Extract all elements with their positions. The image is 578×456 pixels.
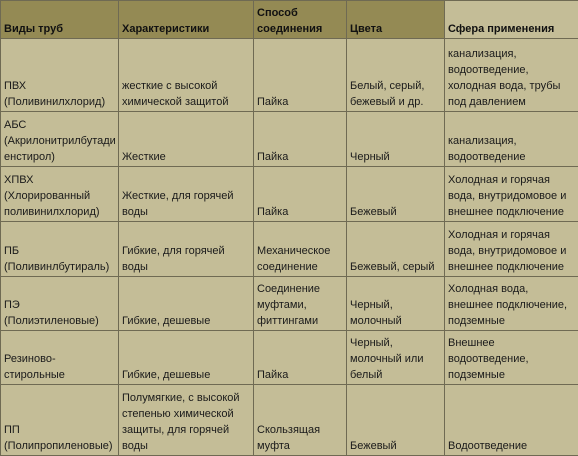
cell-application: Холодная и горячая вода, внутридомовое и внешнее подключение xyxy=(445,167,578,222)
cell-connection-method: Пайка xyxy=(254,39,347,112)
cell-characteristics: Гибкие, дешевые xyxy=(119,331,254,385)
cell-application: Водоотведение xyxy=(445,385,578,456)
cell-characteristics: жесткие с высокой химической защитой xyxy=(119,39,254,112)
cell-application: канализация, водоотведение xyxy=(445,112,578,167)
table-row xyxy=(1,331,578,385)
cell-pipe-type: ПВХ (Поливинилхлорид) xyxy=(1,39,119,112)
header-connection-method: Способ соединения xyxy=(254,1,347,39)
cell-connection-method: Скользящая муфта xyxy=(254,385,347,456)
cell-characteristics: Гибкие, для горячей воды xyxy=(119,222,254,277)
header-row xyxy=(1,1,578,39)
table-row xyxy=(1,222,578,277)
cell-connection-method: Пайка xyxy=(254,167,347,222)
header-colors: Цвета xyxy=(347,1,445,39)
table-row xyxy=(1,385,578,456)
cell-application: Внешнее водоотведение, подземные xyxy=(445,331,578,385)
cell-colors: Белый, серый, бежевый и др. xyxy=(347,39,445,112)
cell-colors: Бежевый xyxy=(347,167,445,222)
cell-colors: Бежевый xyxy=(347,385,445,456)
cell-connection-method: Пайка xyxy=(254,112,347,167)
table-row xyxy=(1,167,578,222)
header-characteristics: Характеристики xyxy=(119,1,254,39)
cell-pipe-type: Резиново-стирольные xyxy=(1,331,119,385)
cell-pipe-type: ПБ (Поливинлбутираль) xyxy=(1,222,119,277)
cell-colors: Черный, молочный xyxy=(347,277,445,331)
table-row xyxy=(1,112,578,167)
cell-pipe-type: ХПВХ (Хлорированный поливинилхлорид) xyxy=(1,167,119,222)
cell-connection-method: Пайка xyxy=(254,331,347,385)
header-application: Сфера применения xyxy=(445,1,578,39)
cell-colors: Бежевый, серый xyxy=(347,222,445,277)
cell-pipe-type: АБС (Акрилонитрилбутадиенстирол) xyxy=(1,112,119,167)
cell-characteristics: Полумягкие, с высокой степенью химической защиты, для горячей воды xyxy=(119,385,254,456)
table-row xyxy=(1,39,578,112)
cell-colors: Черный xyxy=(347,112,445,167)
cell-characteristics: Жесткие xyxy=(119,112,254,167)
cell-connection-method: Соединение муфтами, фиттингами xyxy=(254,277,347,331)
table-row xyxy=(1,277,578,331)
cell-characteristics: Гибкие, дешевые xyxy=(119,277,254,331)
cell-application: Холодная и горячая вода, внутридомовое и внешнее подключение xyxy=(445,222,578,277)
cell-characteristics: Жесткие, для горячей воды xyxy=(119,167,254,222)
cell-pipe-type: ПП (Полипропиленовые) xyxy=(1,385,119,456)
cell-application: Холодная вода, внешнее подключение, подземные xyxy=(445,277,578,331)
cell-connection-method: Механическое соединение xyxy=(254,222,347,277)
cell-pipe-type: ПЭ (Полиэтиленовые) xyxy=(1,277,119,331)
header-pipe-type: Виды труб xyxy=(1,1,119,39)
cell-application: канализация, водоотведение, холодная вода, трубы под давлением xyxy=(445,39,578,112)
cell-colors: Черный, молочный или белый xyxy=(347,331,445,385)
